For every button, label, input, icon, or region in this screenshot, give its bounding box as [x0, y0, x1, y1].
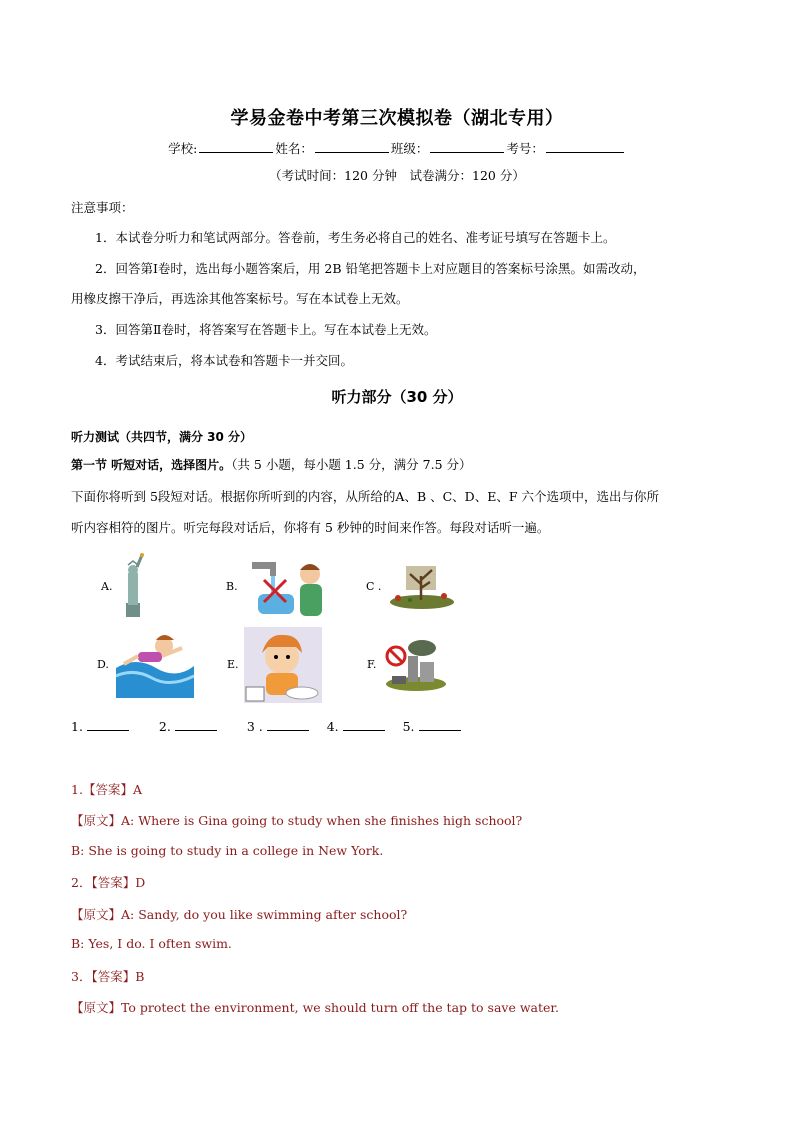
school-blank[interactable]	[199, 140, 273, 153]
option-label-f: F.	[367, 658, 377, 671]
number-blank[interactable]	[546, 140, 624, 153]
transcript-line: 【原文】A: Sandy, do you like swimming after school?	[71, 907, 408, 922]
notes-title: 注意事项：	[71, 200, 134, 215]
option-label-c: C .	[366, 580, 382, 593]
class-blank[interactable]	[430, 140, 504, 153]
note-item: 2．回答第Ⅰ卷时，选出每小题答案后，用 2B 铅笔把答题卡上对应题目的答案标号涂黑。如需改动，	[95, 261, 646, 276]
class-label: 班级：	[390, 141, 429, 156]
answer-line: 1.【答案】A	[71, 782, 142, 797]
statue-of-liberty-icon	[116, 553, 150, 617]
number-label: 考号：	[506, 141, 544, 156]
withered-tree-icon	[386, 556, 456, 610]
option-label-e: E.	[227, 658, 239, 671]
factory-pollution-icon	[382, 636, 448, 692]
transcript-line: B: Yes, I do. I often swim.	[71, 936, 232, 951]
girl-washing-dishes-icon	[244, 627, 322, 703]
note-item: 3．回答第Ⅱ卷时，将答案写在答题卡上。写在本试卷上无效。	[95, 322, 437, 337]
answer-blanks-row: 1. 2. 3 . 4. 5.	[71, 718, 487, 734]
answer-blank[interactable]	[343, 718, 385, 731]
section-subtitle: 听力测试（共四节，满分 30 分）	[71, 430, 253, 444]
note-item: 1．本试卷分听力和笔试两部分。答卷前，考生务必将自己的姓名、准考证号填写在答题卡上。	[95, 230, 616, 245]
option-label-d: D.	[97, 658, 109, 671]
answer-line: 2．【答案】D	[71, 875, 146, 890]
transcript-line: B: She is going to study in a college in New York.	[71, 843, 384, 858]
answer-blank[interactable]	[175, 718, 217, 731]
instructions-line: 听内容相符的图片。听完每段对话后，你将有 5 秒钟的时间来作答。每段对话听一遍。	[71, 520, 550, 535]
section-title: 听力部分（30 分）	[331, 388, 463, 406]
swimming-girl-icon	[116, 628, 194, 698]
student-info-line	[0, 139, 794, 157]
answer-line: 3．【答案】B	[71, 969, 145, 984]
answer-blank[interactable]	[267, 718, 309, 731]
answer-blank[interactable]	[87, 718, 129, 731]
turn-off-tap-icon	[250, 556, 326, 618]
name-label: 姓名：	[275, 141, 313, 156]
school-label: 学校:	[168, 141, 198, 156]
note-item: 4．考试结束后，将本试卷和答题卡一并交回。	[95, 353, 353, 368]
note-item-continued: 用橡皮擦干净后，再选涂其他答案标号。写在本试卷上无效。	[71, 291, 409, 306]
instructions-line: 下面你将听到 5段短对话。根据你所听到的内容，从所给的A、B 、C、D、E、F 六个选项中，选出与你所	[71, 489, 659, 504]
page-title: 学易金卷中考第三次模拟卷（湖北专用）	[230, 108, 564, 129]
transcript-line: 【原文】A: Where is Gina going to study when she finishes high school?	[71, 813, 523, 828]
option-label-b: B.	[226, 580, 238, 593]
transcript-line: 【原文】To protect the environment, we should turn off the tap to save water.	[71, 1000, 559, 1015]
option-label-a: A.	[101, 580, 113, 593]
answer-blank[interactable]	[419, 718, 461, 731]
part1-heading: 第一节 听短对话，选择图片。（共 5 小题，每小题 1.5 分，满分 7.5 分）	[71, 457, 472, 472]
exam-info: （考试时间：120 分钟 试卷满分：120 分）	[269, 168, 525, 183]
name-blank[interactable]	[315, 140, 389, 153]
